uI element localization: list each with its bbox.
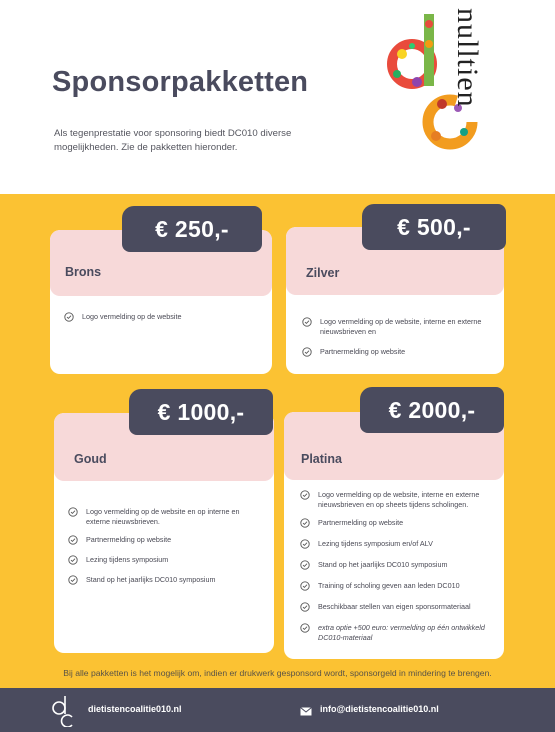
- list-item: [68, 575, 264, 585]
- check-circle-icon: [300, 539, 310, 549]
- feature-text: Training of scholing geven aan leden DC010: [318, 581, 460, 590]
- price-badge: € 250,-: [122, 206, 262, 252]
- feature-list: [302, 317, 498, 357]
- logo-wordmark: nulltien: [451, 8, 484, 108]
- footer: [0, 688, 555, 732]
- price-badge: € 500,-: [362, 204, 506, 250]
- feature-list: [300, 490, 496, 643]
- list-item: [68, 555, 264, 565]
- check-circle-icon: [302, 317, 312, 327]
- check-circle-icon: [68, 575, 78, 585]
- feature-text: Logo vermelding op de website, interne en externe nieuwsbrieven en op sheets tijdens scholingen.: [318, 490, 480, 509]
- check-circle-icon: [302, 347, 312, 357]
- check-circle-icon: [300, 602, 310, 612]
- price-badge: € 2000,-: [360, 387, 504, 433]
- check-circle-icon: [68, 507, 78, 517]
- list-item: [302, 317, 498, 337]
- package-name: Platina: [301, 452, 342, 466]
- email-link[interactable]: info@dietistencoalitie010.nl: [320, 704, 439, 714]
- list-item: [302, 347, 498, 357]
- check-circle-icon: [300, 581, 310, 591]
- envelope-icon: [300, 703, 312, 712]
- package-card-platina: [284, 412, 504, 659]
- footer-logo-icon: [50, 693, 78, 727]
- package-name: Zilver: [306, 266, 340, 280]
- package-name: Goud: [74, 452, 107, 466]
- feature-text: Beschikbaar stellen van eigen sponsormateriaal: [318, 602, 471, 611]
- feature-text: Logo vermelding op de website en op interne en externe nieuwsbrieven.: [86, 507, 240, 526]
- feature-text: Stand op het jaarlijks DC010 symposium: [86, 575, 216, 584]
- check-circle-icon: [68, 555, 78, 565]
- intro-text: Als tegenprestatie voor sponsoring biedt DC010 diverse mogelijkheden. Zie de pakketten hieronder.: [54, 128, 292, 153]
- price-badge: € 1000,-: [129, 389, 273, 435]
- list-item: [300, 623, 496, 643]
- feature-text: Logo vermelding op de website, interne en externe nieuwsbrieven en: [320, 317, 482, 336]
- list-item: [68, 535, 264, 545]
- feature-text: Partnermelding op website: [86, 535, 172, 544]
- footnote: Bij alle pakketten is het mogelijk om, indien er drukwerk gesponsord wordt, sponsorgeld in mindering te brengen.: [63, 668, 492, 678]
- check-circle-icon: [300, 560, 310, 570]
- feature-text: Lezing tijdens symposium: [86, 555, 169, 564]
- list-item: [68, 507, 264, 527]
- feature-text: Partnermelding op website: [318, 518, 404, 527]
- check-circle-icon: [68, 535, 78, 545]
- check-circle-icon: [300, 518, 310, 528]
- feature-text: Logo vermelding op de website: [82, 312, 182, 321]
- brand-logo: [372, 4, 502, 169]
- header: [0, 0, 555, 194]
- check-circle-icon: [64, 312, 74, 322]
- list-item: [300, 490, 496, 510]
- list-item: [64, 312, 264, 322]
- feature-text: Partnermelding op website: [320, 347, 406, 356]
- list-item: [300, 539, 496, 549]
- page-title: Sponsorpakketten: [52, 66, 309, 98]
- package-name: Brons: [65, 265, 102, 279]
- website-link[interactable]: dietistencoalitie010.nl: [88, 704, 182, 714]
- list-item: [300, 518, 496, 528]
- check-circle-icon: [300, 623, 310, 633]
- feature-text: Lezing tijdens symposium en/of ALV: [318, 539, 433, 548]
- feature-list: [64, 312, 264, 322]
- feature-text: extra optie +500 euro: vermelding op één ontwikkeld DC010-materiaal: [318, 623, 485, 642]
- feature-list: [68, 507, 264, 585]
- feature-text: Stand op het jaarlijks DC010 symposium: [318, 560, 448, 569]
- list-item: [300, 560, 496, 570]
- check-circle-icon: [300, 490, 310, 500]
- list-item: [300, 581, 496, 591]
- list-item: [300, 602, 496, 612]
- package-card-goud: [54, 413, 274, 653]
